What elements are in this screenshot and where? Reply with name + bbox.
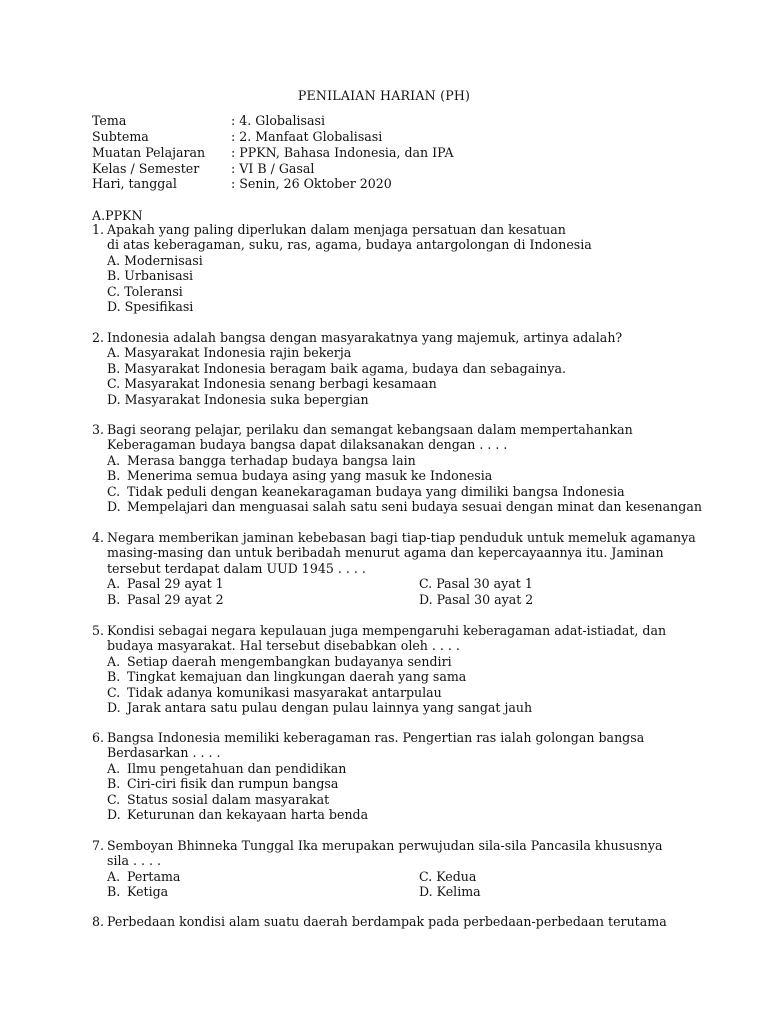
- info-value: : 2. Manfaat Globalisasi: [231, 129, 383, 144]
- stem-line: di atas keberagaman, suku, ras, agama, budaya antargolongan di Indonesia: [107, 237, 592, 253]
- answer-option[interactable]: [92, 484, 692, 499]
- question-4: [92, 530, 696, 607]
- answer-option[interactable]: [419, 576, 533, 591]
- option-text: Pertama: [127, 868, 181, 884]
- option-letter: B.: [107, 268, 121, 284]
- option-text: Urbanisasi: [124, 268, 194, 284]
- option-letter: D.: [107, 499, 121, 515]
- stem-line: tersebut terdapat dalam UUD 1945 . . . .: [107, 560, 366, 576]
- question-stem: [92, 838, 692, 853]
- option-text: Status sosial dalam masyarakat: [127, 791, 330, 807]
- option-letter: D.: [419, 884, 433, 900]
- question-stem: [92, 623, 692, 638]
- question-number: 3.: [92, 422, 105, 437]
- question-6: [92, 730, 692, 822]
- option-letter: C.: [107, 684, 121, 700]
- option-letter: B.: [107, 591, 121, 607]
- info-value: : VI B / Gasal: [231, 161, 315, 176]
- answer-option[interactable]: [92, 361, 692, 376]
- answer-option[interactable]: [92, 776, 692, 791]
- option-text: Pasal 29 ayat 2: [127, 591, 224, 607]
- option-letter: A.: [107, 452, 121, 468]
- answer-option[interactable]: [92, 499, 702, 515]
- answer-option[interactable]: [92, 284, 692, 299]
- option-text: Pasal 29 ayat 1: [127, 576, 224, 592]
- option-letter: C.: [107, 283, 121, 299]
- option-text: Masyarakat Indonesia suka bepergian: [124, 391, 369, 407]
- question-stem: [92, 914, 692, 929]
- answer-option[interactable]: [92, 807, 692, 822]
- question-number: 7.: [92, 838, 105, 853]
- option-text: Setiap daerah mengembangkan budayanya sendiri: [127, 653, 452, 669]
- answer-option[interactable]: [92, 761, 692, 776]
- answer-option[interactable]: [92, 654, 692, 669]
- option-text: Masyarakat Indonesia beragam baik agama, budaya dan sebagainya.: [124, 360, 566, 376]
- answer-option[interactable]: [107, 592, 224, 607]
- option-text: Pasal 30 ayat 2: [436, 591, 534, 607]
- option-text: Mempelajari dan menguasai salah satu seni budaya sesuai dengan minat dan kesenangan: [127, 499, 702, 515]
- question-8: [92, 914, 692, 929]
- option-letter: D.: [107, 299, 121, 315]
- option-text: Masyarakat Indonesia rajin bekerja: [124, 345, 352, 361]
- question-stem: [92, 222, 692, 237]
- question-number: 6.: [92, 730, 105, 745]
- option-letter: B.: [107, 884, 121, 900]
- answer-option[interactable]: [419, 592, 533, 607]
- option-grid-row: [92, 884, 692, 899]
- question-number: 8.: [92, 914, 105, 929]
- question-stem: [92, 330, 692, 345]
- answer-option[interactable]: [107, 576, 224, 591]
- answer-option[interactable]: [92, 468, 692, 483]
- info-label: Hari, tanggal: [92, 176, 177, 191]
- info-value: : 4. Globalisasi: [231, 113, 326, 128]
- section-heading: A.PPKN: [92, 208, 143, 223]
- option-letter: C.: [107, 791, 121, 807]
- option-letter: B.: [107, 669, 121, 685]
- option-text: Tingkat kemajuan dan lingkungan daerah yang sama: [127, 669, 467, 685]
- question-stem: [92, 730, 692, 745]
- question-3: [92, 422, 702, 515]
- question-7: [92, 838, 692, 900]
- stem-line: budaya masyarakat. Hal tersebut disebabkan oleh . . . .: [107, 638, 460, 654]
- answer-option[interactable]: [92, 376, 692, 391]
- stem-line: Semboyan Bhinneka Tunggal Ika merupakan perwujudan sila-sila Pancasila khususnya: [107, 838, 663, 853]
- option-text: Kedua: [436, 868, 477, 884]
- stem-line: Indonesia adalah bangsa dengan masyarakatnya yang majemuk, artinya adalah?: [107, 330, 623, 345]
- option-text: Tidak adanya komunikasi masyarakat antarpulau: [127, 684, 442, 700]
- question-2: [92, 330, 692, 407]
- option-text: Menerima semua budaya asing yang masuk ke Indonesia: [127, 468, 493, 484]
- option-text: Ketiga: [127, 884, 169, 900]
- option-grid-row: [92, 576, 692, 591]
- option-text: Merasa bangga terhadap budaya bangsa lain: [127, 452, 416, 468]
- question-1: [92, 222, 692, 314]
- option-letter: B.: [107, 360, 121, 376]
- answer-option[interactable]: [107, 884, 168, 899]
- option-text: Jarak antara satu pulau dengan pulau lainnya yang sangat jauh: [127, 700, 533, 716]
- stem-line: Keberagaman budaya bangsa dapat dilaksanakan dengan . . . .: [107, 437, 508, 453]
- answer-option[interactable]: [92, 253, 692, 268]
- stem-line: Perbedaan kondisi alam suatu daerah berdampak pada perbedaan-perbedaan terutama: [107, 914, 667, 929]
- info-value: : Senin, 26 Oktober 2020: [231, 176, 392, 191]
- option-text: Pasal 30 ayat 1: [436, 576, 533, 592]
- option-letter: C.: [107, 376, 121, 392]
- question-number: 1.: [92, 222, 105, 237]
- answer-option[interactable]: [92, 700, 692, 715]
- answer-option[interactable]: [92, 299, 692, 314]
- stem-line: Bagi seorang pelajar, perilaku dan semangat kebangsaan dalam mempertahankan: [107, 422, 633, 437]
- option-letter: D.: [419, 591, 433, 607]
- option-text: Ilmu pengetahuan dan pendidikan: [127, 760, 347, 776]
- option-letter: C.: [419, 576, 433, 592]
- option-text: Modernisasi: [124, 252, 203, 268]
- option-text: Keturunan dan kekayaan harta benda: [127, 807, 369, 823]
- option-text: Ciri-ciri fisik dan rumpun bangsa: [127, 776, 339, 792]
- option-letter: B.: [107, 468, 121, 484]
- answer-option[interactable]: [92, 345, 692, 360]
- question-5: [92, 623, 692, 715]
- option-grid-row: [92, 592, 692, 607]
- stem-line: Kondisi sebagai negara kepulauan juga mempengaruhi keberagaman adat-istiadat, dan: [107, 623, 667, 638]
- answer-option[interactable]: [92, 268, 692, 283]
- option-grid-row: [92, 869, 692, 884]
- option-letter: C.: [107, 483, 121, 499]
- option-letter: D.: [107, 700, 121, 716]
- page-title: PENILAIAN HARIAN (PH): [297, 88, 471, 103]
- answer-option[interactable]: [107, 869, 180, 884]
- option-letter: B.: [107, 776, 121, 792]
- option-text: Toleransi: [124, 283, 183, 299]
- option-letter: D.: [107, 391, 121, 407]
- question-stem: [92, 422, 692, 437]
- option-letter: A.: [107, 653, 121, 669]
- answer-option[interactable]: [419, 869, 476, 884]
- option-text: Spesifikasi: [124, 299, 194, 315]
- option-letter: C.: [419, 868, 433, 884]
- option-letter: A.: [107, 252, 121, 268]
- option-letter: A.: [107, 345, 121, 361]
- option-letter: A.: [107, 868, 121, 884]
- info-label: Tema: [92, 113, 127, 128]
- info-label: Muatan Pelajaran: [92, 145, 206, 160]
- question-number: 5.: [92, 623, 105, 638]
- stem-line: Berdasarkan . . . .: [107, 745, 221, 761]
- answer-option[interactable]: [92, 392, 692, 407]
- stem-line: sila . . . .: [107, 853, 162, 869]
- option-letter: A.: [107, 760, 121, 776]
- option-text: Masyarakat Indonesia senang berbagi kesamaan: [124, 376, 437, 392]
- question-number: 2.: [92, 330, 105, 345]
- answer-option[interactable]: [92, 669, 692, 684]
- option-letter: A.: [107, 576, 121, 592]
- stem-line: Bangsa Indonesia memiliki keberagaman ras. Pengertian ras ialah golongan bangsa: [107, 730, 645, 745]
- question-number: 4.: [92, 530, 105, 545]
- option-text: Tidak peduli dengan keanekaragaman budaya yang dimiliki bangsa Indonesia: [127, 483, 625, 499]
- stem-line: masing-masing dan untuk beribadah menurut agama dan kepercayaannya itu. Jaminan: [107, 545, 664, 561]
- info-label: Subtema: [92, 129, 149, 144]
- info-value: : PPKN, Bahasa Indonesia, dan IPA: [231, 145, 454, 160]
- answer-option[interactable]: [92, 453, 692, 468]
- answer-option[interactable]: [92, 792, 692, 807]
- stem-line: Negara memberikan jaminan kebebasan bagi tiap-tiap penduduk untuk memeluk agamanya: [107, 530, 696, 545]
- info-label: Kelas / Semester: [92, 161, 200, 176]
- option-letter: D.: [107, 807, 121, 823]
- answer-option[interactable]: [92, 685, 692, 700]
- stem-line: Apakah yang paling diperlukan dalam menjaga persatuan dan kesatuan: [107, 222, 566, 237]
- option-text: Kelima: [436, 884, 481, 900]
- answer-option[interactable]: [419, 884, 481, 899]
- question-stem: [92, 530, 696, 545]
